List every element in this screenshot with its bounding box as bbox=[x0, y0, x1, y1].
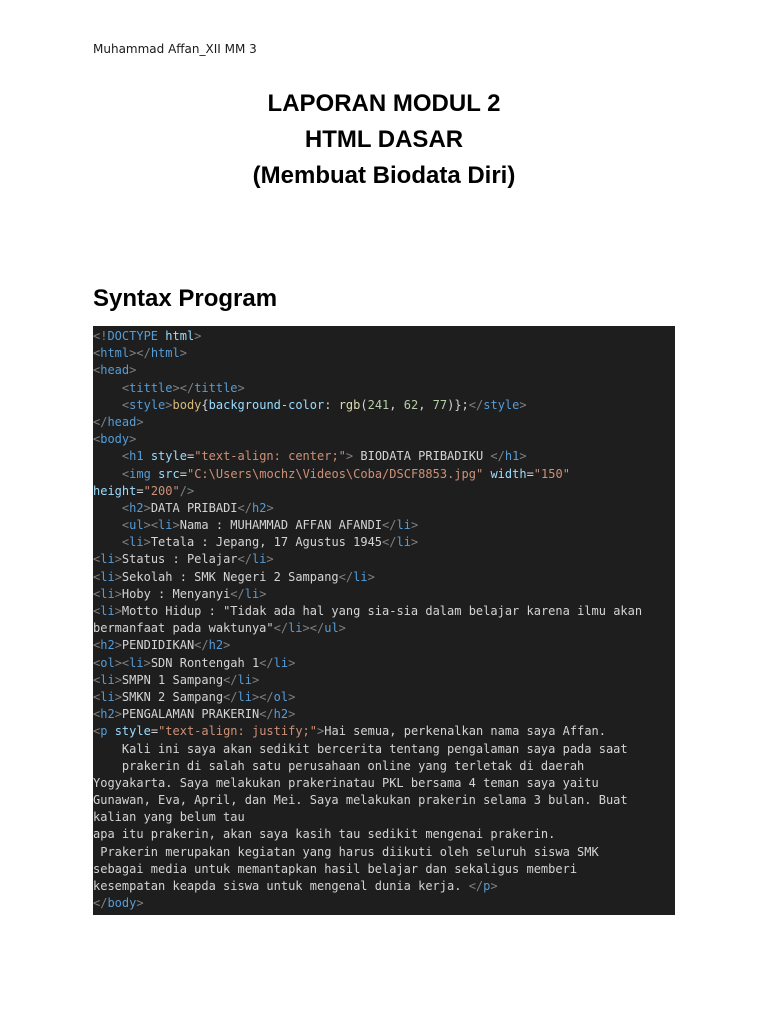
code-token bbox=[93, 381, 122, 395]
code-token: > bbox=[519, 449, 527, 464]
code-line bbox=[93, 483, 675, 500]
code-token: tittle bbox=[129, 380, 173, 395]
code-line bbox=[93, 775, 675, 792]
code-token: { bbox=[201, 397, 209, 412]
code-token bbox=[93, 501, 122, 515]
code-token: </ bbox=[468, 397, 484, 412]
code-token: height bbox=[93, 483, 137, 498]
code-token: < bbox=[93, 586, 101, 601]
code-line bbox=[93, 620, 675, 637]
code-token: background-color bbox=[208, 397, 325, 412]
code-token: ol bbox=[273, 689, 289, 704]
code-token: h2 bbox=[129, 500, 144, 515]
code-token: > bbox=[129, 432, 137, 447]
code-token: : bbox=[324, 397, 339, 412]
code-line bbox=[93, 569, 675, 586]
code-line bbox=[93, 878, 675, 895]
code-token: sebagai media untuk memantapkan hasil belajar dan sekaligus memberi bbox=[93, 861, 578, 876]
code-token: </ bbox=[93, 896, 108, 911]
code-token: > bbox=[136, 414, 144, 429]
code-token: li bbox=[244, 586, 260, 601]
code-line bbox=[93, 414, 675, 431]
code-token: 62 bbox=[403, 397, 419, 412]
code-token: h1 bbox=[504, 449, 520, 464]
code-line bbox=[93, 431, 675, 448]
code-token: ol bbox=[100, 655, 115, 670]
code-token: Gunawan, Eva, April, dan Mei. Saya melakukan prakerin selama 3 bulan. Buat bbox=[93, 793, 628, 808]
code-token: </ bbox=[237, 552, 252, 567]
code-token: )}; bbox=[447, 397, 469, 412]
code-token: "text-align: justify;" bbox=[158, 724, 318, 739]
code-token: h1 bbox=[129, 449, 144, 464]
code-token: < bbox=[93, 569, 101, 584]
code-token bbox=[144, 449, 151, 463]
code-block bbox=[93, 326, 675, 915]
code-token: SMKN 2 Sampang bbox=[121, 689, 224, 704]
code-token: li bbox=[129, 535, 144, 550]
code-token: < bbox=[121, 397, 130, 412]
code-line bbox=[93, 655, 675, 672]
code-token: </ bbox=[237, 500, 252, 515]
code-token bbox=[93, 535, 122, 549]
code-line bbox=[93, 586, 675, 603]
code-token: ( bbox=[360, 397, 368, 412]
code-token: </ bbox=[338, 569, 354, 584]
code-token: > bbox=[194, 329, 202, 343]
code-token: li bbox=[158, 518, 173, 533]
code-token: < bbox=[121, 466, 130, 481]
code-token: style bbox=[150, 449, 187, 464]
code-line bbox=[93, 328, 675, 345]
code-line bbox=[93, 758, 675, 775]
code-token bbox=[93, 467, 122, 481]
code-token: ul bbox=[324, 621, 339, 636]
code-line bbox=[93, 706, 675, 723]
code-token: "200" bbox=[143, 483, 180, 498]
code-token: li bbox=[396, 535, 411, 550]
code-token: Kali ini saya akan sedikit bercerita tentang pengalaman saya pada saat bbox=[93, 741, 628, 756]
code-token: DATA PRIBADI bbox=[150, 500, 238, 515]
code-token: "C:\Users\mochz\Videos\Coba/DSCF8853.jpg" bbox=[186, 466, 484, 481]
code-token: ></ bbox=[251, 689, 274, 704]
code-token: > bbox=[223, 638, 231, 653]
code-token: html bbox=[100, 346, 130, 361]
code-token: < bbox=[93, 604, 101, 618]
code-token: < bbox=[93, 655, 101, 670]
code-token: > bbox=[338, 621, 346, 636]
code-token: > bbox=[288, 707, 296, 722]
code-token: Status : Pelajar bbox=[121, 552, 238, 567]
code-token: = bbox=[179, 466, 187, 481]
author-header: Muhammad Affan_XII MM 3 bbox=[93, 42, 257, 56]
code-token: Yogyakarta. Saya melakukan prakerinatau PKL bersama 4 teman saya yaitu bbox=[93, 775, 599, 790]
code-token: >< bbox=[143, 518, 159, 533]
code-token: h2 bbox=[251, 500, 267, 515]
code-token: </ bbox=[273, 621, 289, 636]
code-token: Motto Hidup : "Tidak ada hal yang sia-sia dalam belajar karena ilmu akan bbox=[121, 604, 643, 618]
code-token: > bbox=[410, 535, 419, 550]
code-line bbox=[93, 534, 675, 551]
code-line bbox=[93, 362, 675, 379]
code-line bbox=[93, 517, 675, 534]
code-token: > bbox=[114, 689, 122, 704]
code-token: li bbox=[288, 621, 303, 636]
code-token: > bbox=[345, 449, 354, 464]
code-token: </ bbox=[468, 879, 484, 893]
code-token: < bbox=[93, 724, 101, 739]
code-token: </ bbox=[230, 586, 245, 601]
code-token: body bbox=[107, 896, 137, 911]
code-token: p bbox=[483, 879, 491, 893]
code-token bbox=[107, 724, 114, 738]
code-token bbox=[93, 398, 122, 412]
code-token: body bbox=[100, 432, 130, 447]
title-line-2: HTML DASAR bbox=[304, 126, 464, 153]
code-token: bermanfaat pada waktunya" bbox=[93, 621, 274, 636]
code-token: > bbox=[259, 586, 267, 601]
code-token: > bbox=[410, 518, 419, 533]
code-token: > bbox=[129, 363, 137, 378]
code-token: rgb bbox=[338, 397, 361, 412]
code-token: li bbox=[100, 689, 115, 704]
code-token: = bbox=[150, 724, 159, 739]
code-token: < bbox=[121, 449, 130, 464]
code-token: li bbox=[273, 655, 289, 670]
code-token: </ bbox=[93, 414, 108, 429]
code-line bbox=[93, 809, 675, 826]
code-token: html bbox=[150, 346, 180, 361]
code-token bbox=[93, 518, 122, 532]
code-token: < bbox=[93, 707, 101, 722]
code-token: h2 bbox=[100, 707, 115, 722]
code-line bbox=[93, 466, 675, 483]
code-token: li bbox=[129, 655, 144, 670]
code-token: ></ bbox=[172, 380, 195, 395]
code-token: li bbox=[396, 518, 411, 533]
code-token: > bbox=[179, 346, 187, 361]
code-token: > bbox=[490, 879, 498, 893]
code-token: head bbox=[100, 363, 130, 378]
code-token: > bbox=[288, 655, 296, 670]
code-token: li bbox=[100, 552, 115, 567]
code-token bbox=[93, 449, 122, 463]
code-token: body bbox=[172, 397, 202, 412]
title-line-1: LAPORAN MODUL 2 bbox=[267, 90, 501, 117]
code-line bbox=[93, 448, 675, 465]
code-token: > bbox=[114, 569, 122, 584]
code-token: Nama : MUHAMMAD AFFAN AFANDI bbox=[179, 518, 383, 533]
code-token: > bbox=[266, 552, 274, 567]
document-title bbox=[0, 86, 768, 194]
code-token: li bbox=[251, 552, 267, 567]
code-token: "150" bbox=[533, 466, 570, 481]
code-token: 77 bbox=[432, 397, 448, 412]
code-token: h2 bbox=[208, 638, 224, 653]
code-line bbox=[93, 345, 675, 362]
code-token: /> bbox=[179, 483, 195, 498]
code-token: = bbox=[186, 449, 195, 464]
code-token: </ bbox=[223, 672, 238, 687]
code-token: Sekolah : SMK Negeri 2 Sampang bbox=[121, 569, 339, 584]
code-token: > bbox=[143, 655, 151, 670]
code-token: li bbox=[100, 604, 115, 618]
code-token: > bbox=[237, 380, 245, 395]
code-token: > bbox=[317, 724, 325, 739]
code-token: p bbox=[100, 724, 108, 739]
code-token: </ bbox=[259, 655, 274, 670]
code-token: width bbox=[490, 466, 527, 481]
code-line bbox=[93, 637, 675, 654]
code-token: SMPN 1 Sampang bbox=[121, 672, 224, 687]
code-line bbox=[93, 861, 675, 878]
code-token: </ bbox=[382, 535, 397, 550]
code-token: > bbox=[114, 586, 122, 601]
section-heading: Syntax Program bbox=[93, 285, 278, 312]
code-token: > bbox=[114, 604, 122, 618]
code-token: Prakerin merupakan kegiatan yang harus diikuti oleh seluruh siswa SMK bbox=[93, 844, 599, 859]
code-token: ></ bbox=[302, 621, 325, 636]
code-token: SDN Rontengah 1 bbox=[150, 655, 260, 670]
code-line bbox=[93, 826, 675, 843]
code-token: > bbox=[114, 552, 122, 567]
code-token: li bbox=[100, 672, 115, 687]
code-token: > bbox=[266, 500, 274, 515]
code-token: apa itu prakerin, akan saya kasih tau sedikit mengenai prakerin. bbox=[93, 827, 556, 842]
code-token: Tetala : Jepang, 17 Agustus 1945 bbox=[150, 535, 383, 550]
code-line bbox=[93, 689, 675, 706]
code-token: </ bbox=[223, 689, 238, 704]
code-token: kalian yang belum tau bbox=[93, 810, 245, 825]
code-token: > bbox=[136, 896, 144, 911]
code-token: li bbox=[353, 569, 368, 584]
code-token: < bbox=[121, 518, 130, 533]
code-token: BIODATA PRIBADIKU bbox=[353, 449, 491, 464]
code-token: = bbox=[136, 483, 144, 498]
code-token: > bbox=[519, 397, 527, 412]
code-token: prakerin di salah satu perusahaan online yang terletak di daerah bbox=[93, 758, 585, 773]
code-line bbox=[93, 672, 675, 689]
code-token: ul bbox=[129, 518, 144, 533]
code-token: li bbox=[100, 586, 115, 601]
code-token: h2 bbox=[273, 707, 289, 722]
code-line bbox=[93, 380, 675, 397]
code-token: DOCTYPE bbox=[107, 329, 159, 343]
code-line bbox=[93, 397, 675, 414]
code-token: h2 bbox=[100, 638, 115, 653]
code-token: li bbox=[100, 569, 115, 584]
code-token: > bbox=[251, 672, 260, 687]
code-token: style bbox=[483, 397, 520, 412]
code-token: < bbox=[93, 638, 101, 653]
code-token: , bbox=[389, 397, 404, 412]
code-line bbox=[93, 741, 675, 758]
code-token: head bbox=[107, 414, 137, 429]
code-token: > bbox=[288, 689, 296, 704]
code-token: PENGALAMAN PRAKERIN bbox=[121, 707, 260, 722]
code-token: < bbox=[93, 689, 101, 704]
code-token: > bbox=[114, 638, 122, 653]
code-token: > bbox=[114, 672, 122, 687]
code-token: < bbox=[93, 672, 101, 687]
code-token: src bbox=[158, 466, 180, 481]
code-line bbox=[93, 723, 675, 740]
code-token: </ bbox=[490, 449, 505, 464]
code-token: tittle bbox=[194, 380, 238, 395]
code-token: 241 bbox=[367, 397, 390, 412]
code-token: kesempatan keapda siswa untuk mengenal dunia kerja. bbox=[93, 879, 469, 893]
code-line bbox=[93, 792, 675, 809]
code-token: "text-align: center;" bbox=[194, 449, 346, 464]
code-token: < bbox=[93, 346, 101, 361]
code-token: , bbox=[418, 397, 433, 412]
code-token: < bbox=[93, 363, 101, 378]
code-line bbox=[93, 844, 675, 861]
code-line bbox=[93, 551, 675, 568]
code-token: < bbox=[93, 552, 101, 567]
code-line bbox=[93, 895, 675, 912]
code-token: > bbox=[114, 707, 122, 722]
code-token: </ bbox=[194, 638, 209, 653]
code-line bbox=[93, 603, 675, 620]
code-token: < bbox=[121, 500, 130, 515]
title-line-3: (Membuat Biodata Diri) bbox=[252, 162, 516, 189]
code-token: </ bbox=[382, 518, 397, 533]
code-token bbox=[151, 467, 158, 481]
code-token: Hoby : Menyanyi bbox=[121, 586, 231, 601]
code-token: = bbox=[526, 466, 534, 481]
code-token: > bbox=[143, 535, 151, 550]
code-token: img bbox=[129, 466, 151, 481]
code-token: < bbox=[93, 432, 101, 447]
code-token: > bbox=[367, 569, 375, 584]
code-line bbox=[93, 500, 675, 517]
code-token: style bbox=[129, 397, 166, 412]
code-token: >< bbox=[114, 655, 130, 670]
code-token: Hai semua, perkenalkan nama saya Affan. bbox=[324, 724, 607, 739]
code-token: PENDIDIKAN bbox=[121, 638, 195, 653]
code-token: > bbox=[165, 397, 173, 412]
code-token: > bbox=[143, 500, 151, 515]
code-token: > bbox=[172, 518, 180, 533]
code-token: </ bbox=[259, 707, 274, 722]
code-token: < bbox=[121, 535, 130, 550]
code-token: li bbox=[237, 672, 252, 687]
code-token: html bbox=[165, 329, 195, 343]
code-token: <! bbox=[93, 329, 108, 343]
code-token: style bbox=[114, 724, 151, 739]
code-token: li bbox=[237, 689, 252, 704]
code-token: < bbox=[121, 380, 130, 395]
code-token: ></ bbox=[129, 346, 151, 361]
